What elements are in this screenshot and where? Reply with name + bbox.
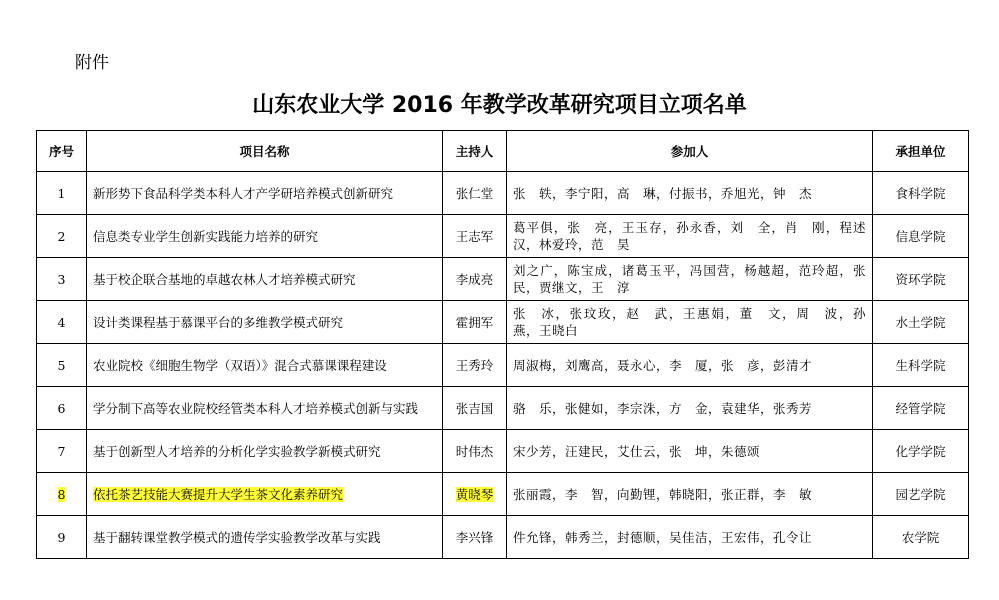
project-list-table <box>36 130 969 559</box>
row-members-text: 张 轶，李宁阳，高 琳，付振书，乔旭光，钟 杰 <box>513 185 813 201</box>
row-host-text: 张仁堂 <box>455 185 494 201</box>
row-unit-text: 信息学院 <box>895 228 946 244</box>
row-members <box>507 301 880 344</box>
row-members <box>507 258 880 301</box>
row-unit-text: 经管学院 <box>895 400 946 416</box>
row-unit-text: 生科学院 <box>895 357 946 373</box>
row-host <box>443 387 507 430</box>
row-members-text: 葛平俱，张 亮，王玉存，孙永香，刘 全，肖 刚，程述汉，林爱玲，范 昊 <box>513 220 866 252</box>
row-unit <box>873 387 969 430</box>
row-no <box>37 344 87 387</box>
row-no <box>37 172 87 215</box>
row-project-name <box>87 387 443 430</box>
header-members: 参加人 <box>507 131 873 172</box>
row-project-name-text: 基于创新型人才培养的分析化学实验教学新模式研究 <box>93 443 381 459</box>
row-members-text: 张 冰，张玟玫，赵 武，王惠娟，董 文，周 波，孙 燕，王晓白 <box>513 306 880 338</box>
row-unit-text: 水土学院 <box>895 314 946 330</box>
table-row <box>37 430 969 473</box>
row-project-name <box>87 430 443 473</box>
row-no <box>37 301 87 344</box>
row-host <box>443 430 507 473</box>
row-members-text: 件允锋，韩秀兰，封德顺，吴佳洁，王宏伟，孔令让 <box>513 529 813 545</box>
row-unit <box>873 473 969 516</box>
row-unit <box>873 258 969 301</box>
row-unit-text: 资环学院 <box>895 271 946 287</box>
row-unit-text: 化学学院 <box>895 443 946 459</box>
header-host: 主持人 <box>443 131 507 172</box>
header-project-name: 项目名称 <box>87 131 443 172</box>
row-unit <box>873 215 969 258</box>
row-members <box>507 172 873 215</box>
row-no <box>37 516 87 559</box>
table-row <box>37 172 969 215</box>
row-host-text: 张吉国 <box>455 400 494 416</box>
row-host-text: 李兴锋 <box>455 529 494 545</box>
row-project-name-text: 基于翻转课堂教学模式的遗传学实验教学改革与实践 <box>93 529 381 545</box>
header-unit: 承担单位 <box>873 131 969 172</box>
row-host-text: 霍拥军 <box>455 314 494 330</box>
row-project-name <box>87 516 443 559</box>
row-unit <box>873 172 969 215</box>
document-title: 山东农业大学 2016 年教学改革研究项目立项名单 <box>252 93 747 118</box>
row-no <box>37 473 87 516</box>
row-unit-text: 食科学院 <box>895 185 946 201</box>
row-members <box>507 344 873 387</box>
row-unit <box>873 301 969 344</box>
row-host-text: 王秀玲 <box>455 357 494 373</box>
row-project-name <box>87 301 443 344</box>
row-host <box>443 473 507 516</box>
table-row <box>37 516 969 559</box>
row-members-text: 宋少芳，汪建民，艾仕云，张 坤，朱德颂 <box>513 443 761 459</box>
row-no-text: 1 <box>57 185 66 201</box>
row-unit <box>873 344 969 387</box>
row-unit-text: 农学院 <box>901 529 940 545</box>
row-host <box>443 301 507 344</box>
row-project-name-text: 基于校企联合基地的卓越农林人才培养模式研究 <box>93 271 356 287</box>
row-project-name-text: 新形势下食品科学类本科人才产学研培养模式创新研究 <box>93 185 394 201</box>
row-project-name <box>87 215 443 258</box>
row-host-text: 李成亮 <box>455 271 494 287</box>
row-host-text: 黄晓琴 <box>455 486 494 502</box>
table-row <box>37 387 969 430</box>
header-no: 序号 <box>37 131 87 172</box>
row-host-text: 时伟杰 <box>455 443 494 459</box>
row-host-text: 王志军 <box>455 228 494 244</box>
row-no <box>37 215 87 258</box>
row-no <box>37 430 87 473</box>
header-row <box>37 131 969 172</box>
row-unit <box>873 516 969 559</box>
row-project-name <box>87 172 443 215</box>
table-row-highlighted <box>37 473 969 516</box>
row-unit <box>873 430 969 473</box>
row-host <box>443 516 507 559</box>
table-row <box>37 301 969 344</box>
table-row <box>37 215 969 258</box>
row-members <box>507 473 873 516</box>
row-host <box>443 172 507 215</box>
row-project-name-text: 信息类专业学生创新实践能力培养的研究 <box>93 228 319 244</box>
row-project-name <box>87 344 443 387</box>
row-no-text: 8 <box>57 486 66 502</box>
row-host <box>443 344 507 387</box>
row-no <box>37 387 87 430</box>
row-members-text: 周淑梅，刘鹰高，聂永心，李 厦，张 彦，彭清才 <box>513 357 813 373</box>
row-unit-text: 园艺学院 <box>895 486 946 502</box>
row-no-text: 7 <box>57 443 66 459</box>
table-row <box>37 258 969 301</box>
row-members <box>507 387 873 430</box>
attachment-label: 附件 <box>75 53 109 73</box>
row-no-text: 4 <box>57 314 66 330</box>
row-no-text: 9 <box>57 529 66 545</box>
row-members-text: 骆 乐，张健如，李宗洙，方 金，袁建华，张秀芳 <box>513 400 813 416</box>
table-row <box>37 344 969 387</box>
row-project-name-text: 依托茶艺技能大赛提升大学生茶文化素养研究 <box>93 486 344 502</box>
table-body <box>37 172 969 559</box>
row-project-name <box>87 258 443 301</box>
row-project-name-text: 学分制下高等农业院校经管类本科人才培养模式创新与实践 <box>93 400 419 416</box>
row-members <box>507 430 873 473</box>
row-members <box>507 215 873 258</box>
row-project-name-text: 农业院校《细胞生物学（双语）》混合式慕课课程建设 <box>93 357 387 373</box>
row-host <box>443 215 507 258</box>
row-no-text: 5 <box>57 357 66 373</box>
table-header <box>37 131 969 172</box>
row-members-text: 张丽霞，李 智，向勤锂，韩晓阳，张正群，李 敏 <box>513 486 813 502</box>
row-project-name <box>87 473 443 516</box>
row-members <box>507 516 873 559</box>
row-no <box>37 258 87 301</box>
row-no-text: 3 <box>57 271 66 287</box>
row-project-name-text: 设计类课程基于慕课平台的多维教学模式研究 <box>93 314 344 330</box>
row-no-text: 6 <box>57 400 66 416</box>
row-host <box>443 258 507 301</box>
row-members-text: 刘之广，陈宝成，诸葛玉平，冯国营，杨越超，范玲超，张 民，贾继文，王 淳 <box>513 263 880 295</box>
row-no-text: 2 <box>57 228 66 244</box>
